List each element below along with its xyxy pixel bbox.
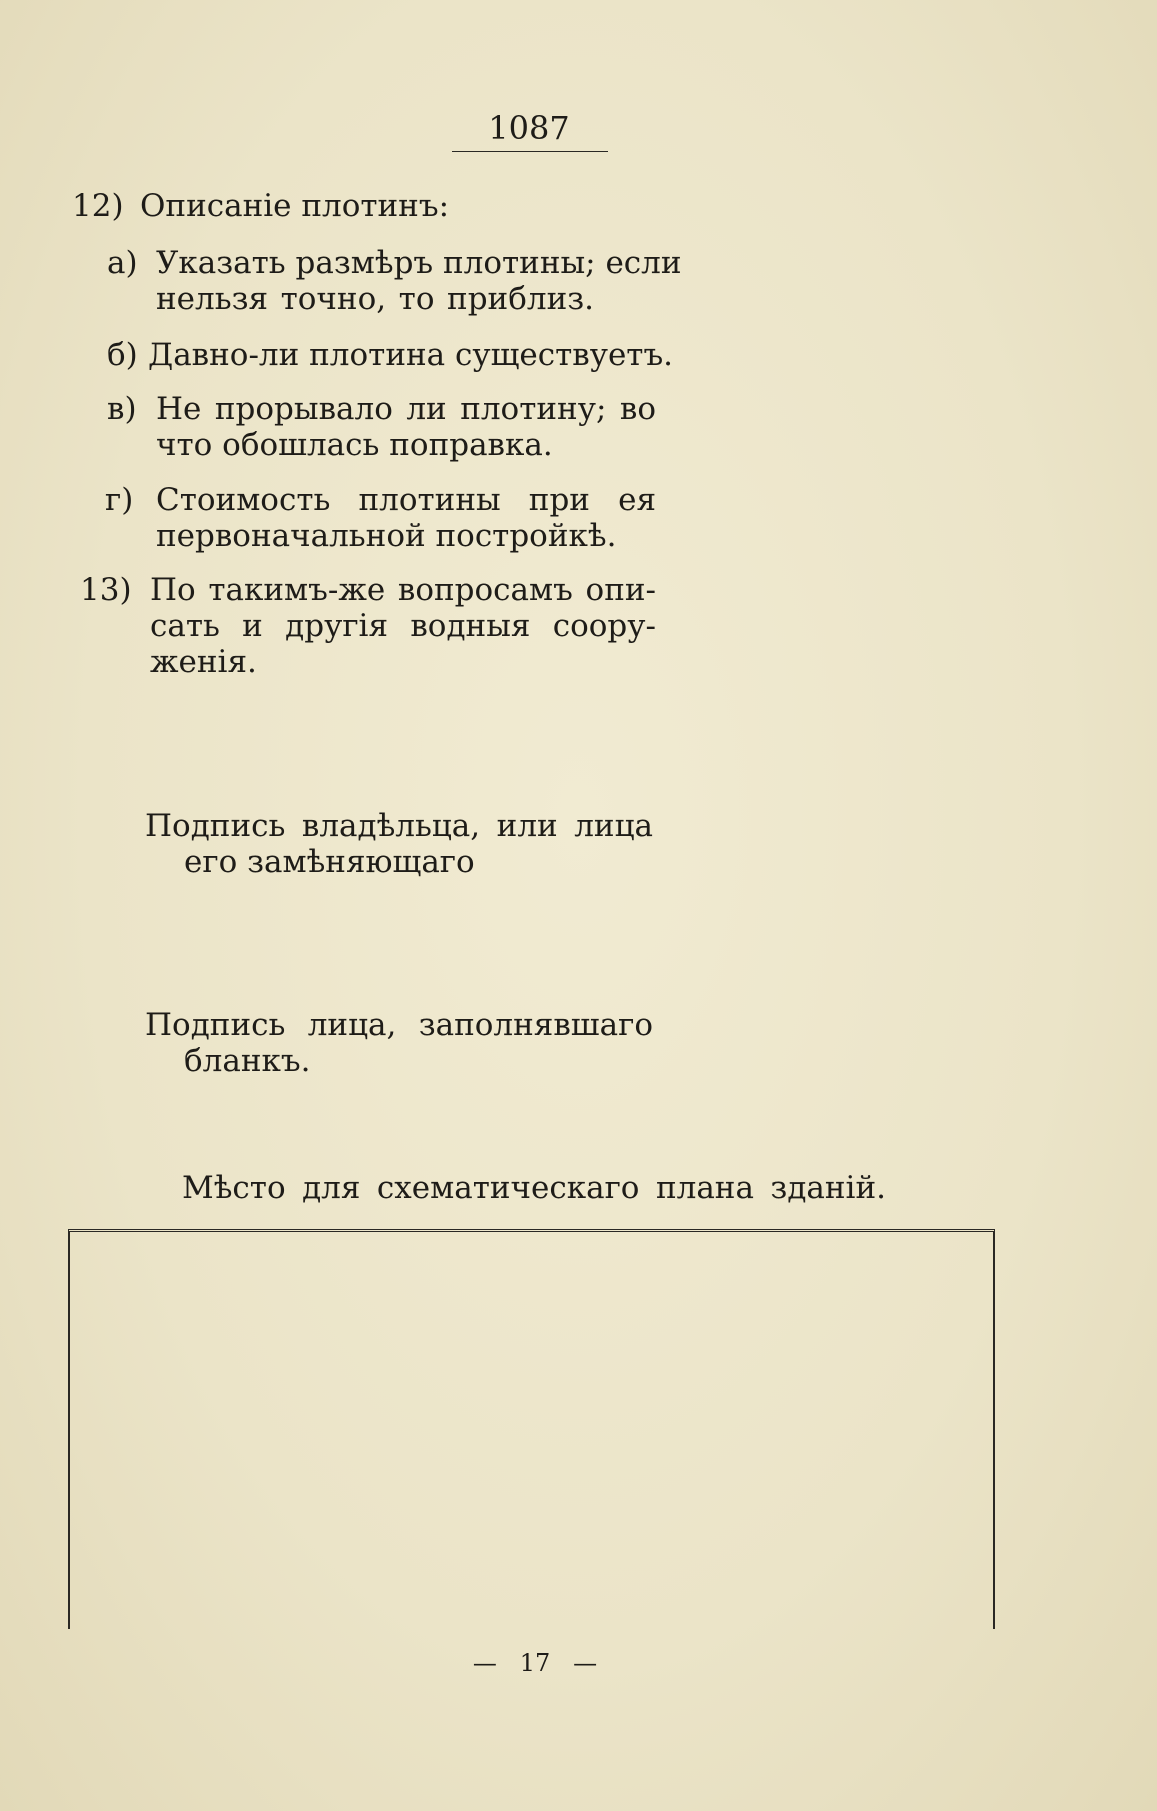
- section-13-line-1: По такимъ-же вопросамъ опи-: [150, 572, 656, 608]
- item-b-marker: б): [107, 337, 138, 373]
- section-13-line-3: женія.: [150, 644, 257, 680]
- section-13-number: 13): [80, 572, 132, 608]
- page-number-top: 1087: [488, 109, 570, 147]
- item-g-line-1: Стоимость плотины при ея: [156, 482, 656, 518]
- plan-caption: Мѣсто для схематическаго плана зданій.: [182, 1170, 886, 1206]
- item-g-line-2: первоначальной постройкѣ.: [156, 518, 617, 554]
- item-a-line-2: нельзя точно, то приблиз.: [156, 281, 594, 317]
- owner-signature-line-2: его замѣняющаго: [184, 844, 475, 880]
- item-a-marker: а): [107, 245, 138, 281]
- item-a-line-1: Указать размѣръ плотины; если: [156, 245, 682, 281]
- item-g-marker: г): [105, 482, 134, 518]
- section-12-title: Описаніе плотинъ:: [140, 188, 450, 224]
- section-12-number: 12): [72, 188, 124, 224]
- filler-signature-line-1: Подпись лица, заполнявшаго: [145, 1007, 653, 1043]
- item-v-line-2: что обошлась поправка.: [156, 427, 553, 463]
- filler-signature-line-2: бланкъ.: [184, 1043, 311, 1079]
- owner-signature-line-1: Подпись владѣльца, или лица: [145, 808, 653, 844]
- item-v-line-1: Не прорывало ли плотину; во: [156, 391, 656, 427]
- item-b-line-1: Давно-ли плотина существуетъ.: [148, 337, 674, 373]
- page-number-bottom: — 17 —: [472, 1649, 598, 1677]
- section-13-line-2: сать и другія водныя соору-: [150, 608, 656, 644]
- header-rule: [452, 151, 608, 152]
- item-v-marker: в): [107, 391, 137, 427]
- plan-drawing-area: [68, 1229, 995, 1629]
